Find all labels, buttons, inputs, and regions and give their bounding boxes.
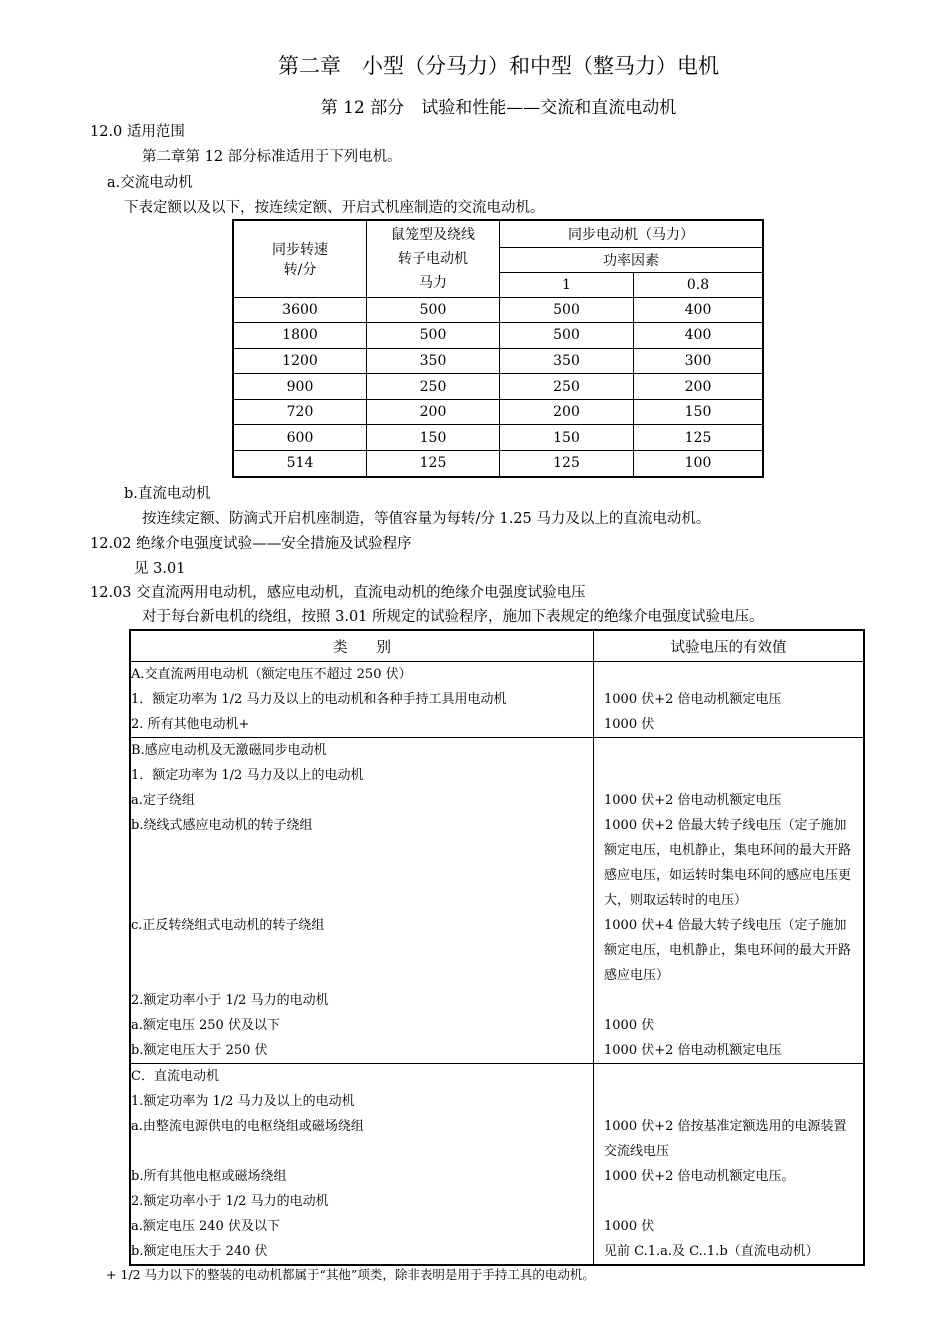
section-b-title: B.感应电动机及无激磁同步电动机 bbox=[130, 738, 594, 764]
section-12-02-heading: 12.02 绝缘介电强度试验——安全措施及试验程序 bbox=[90, 536, 412, 552]
section-a-title: A.交直流两用电动机（额定电压不超过 250 伏） bbox=[130, 662, 594, 688]
chapter-title: 第二章 小型（分马力）和中型（整马力）电机 bbox=[278, 54, 719, 78]
table-row: 2.额定功率小于 1/2 马力的电动机 bbox=[130, 1189, 864, 1214]
table-row: 900 250 250 200 bbox=[233, 374, 763, 400]
dc-motor-heading: b.直流电动机 bbox=[124, 486, 211, 502]
table-row: b.额定电压大于 250 伏 1000 伏+2 倍电动机额定电压 bbox=[130, 1038, 864, 1064]
table-row: 1800 500 500 400 bbox=[233, 323, 763, 349]
pf-1-header: 1 bbox=[500, 272, 634, 297]
ac-motor-text: 下表定额以及以下，按连续定额、开启式机座制造的交流电动机。 bbox=[124, 200, 545, 216]
table-row: 600 150 150 125 bbox=[233, 425, 763, 451]
table-row: b.所有其他电枢或磁场绕组 1000 伏+2 倍电动机额定电压。 bbox=[130, 1164, 864, 1189]
induction-header: 鼠笼型及绕线 转子电动机 马力 bbox=[367, 220, 500, 297]
pf-08-header: 0.8 bbox=[634, 272, 764, 297]
ac-motor-rating-table bbox=[232, 219, 764, 478]
section-12-02-text: 见 3.01 bbox=[134, 561, 186, 577]
table-row: 720 200 200 150 bbox=[233, 399, 763, 425]
ac-motor-heading: a.交流电动机 bbox=[107, 175, 193, 191]
table-row: 1．额定功率为 1/2 马力及以上的电动机 bbox=[130, 763, 864, 788]
table-row: a.额定电压 250 伏及以下 1000 伏 bbox=[130, 1013, 864, 1038]
table-row: a.额定电压 240 伏及以下 1000 伏 bbox=[130, 1214, 864, 1239]
section-12-03-text: 对于每台新电机的绕组，按照 3.01 所规定的试验程序，施加下表规定的绝缘介电强度试验电压。 bbox=[142, 609, 764, 625]
table-row: 2. 所有其他电动机+ 1000 伏 bbox=[130, 712, 864, 738]
section-12-03-heading: 12.03 交直流两用电动机，感应电动机，直流电动机的绝缘介电强度试验电压 bbox=[90, 585, 586, 601]
table-row: b.额定电压大于 240 伏 见前 C.1.a.及 C..1.b（直流电动机） bbox=[130, 1239, 864, 1265]
section-c-title: C．直流电动机 bbox=[130, 1064, 594, 1090]
sync-motor-header: 同步电动机（马力） bbox=[500, 220, 764, 247]
table-row: c.正反转绕组式电动机的转子绕组 1000 伏+4 倍最大转子线电压（定子施加额定电压，电机静止，集电环间的最大开路感应电压） bbox=[130, 913, 864, 988]
section-12-0-text: 第二章第 12 部分标准适用于下列电机。 bbox=[142, 149, 402, 165]
table-row: b.绕线式感应电动机的转子绕组 1000 伏+2 倍最大转子线电压（定子施加额定电压，电机静止，集电环间的最大开路感应电压，如运转时集电环间的感应电压更大，则取运转时的电压） bbox=[130, 813, 864, 913]
category-header: 类 别 bbox=[130, 630, 594, 662]
table-row: 3600 500 500 400 bbox=[233, 297, 763, 323]
part-subtitle: 第 12 部分 试验和性能——交流和直流电动机 bbox=[320, 98, 677, 118]
speed-header: 同步转速 转/分 bbox=[233, 220, 367, 297]
table-row: a.由整流电源供电的电枢绕组或磁场绕组 1000 伏+2 倍按基准定额选用的电源装置交流线电压 bbox=[130, 1114, 864, 1164]
dielectric-test-voltage-table bbox=[129, 629, 865, 1266]
table-row: 1.额定功率为 1/2 马力及以上的电动机 bbox=[130, 1089, 864, 1114]
table-row: 1200 350 350 300 bbox=[233, 348, 763, 374]
table-row: 1．额定功率为 1/2 马力及以上的电动机和各种手持工具用电动机 1000 伏+2 倍电动机额定电压 bbox=[130, 687, 864, 712]
table-row: 514 125 125 100 bbox=[233, 451, 763, 477]
voltage-header: 试验电压的有效值 bbox=[594, 630, 865, 662]
table-row: 2.额定功率小于 1/2 马力的电动机 bbox=[130, 988, 864, 1013]
dc-motor-text: 按连续定额、防滴式开启机座制造，等值容量为每转/分 1.25 马力及以上的直流电动机。 bbox=[142, 511, 711, 527]
power-factor-header: 功率因素 bbox=[500, 247, 764, 272]
footnote: + 1/2 马力以下的整装的电动机都属于“其他”项类，除非表明是用于手持工具的电动机。 bbox=[106, 1267, 595, 1282]
table-row: a.定子绕组 1000 伏+2 倍电动机额定电压 bbox=[130, 788, 864, 813]
section-12-0-heading: 12.0 适用范围 bbox=[90, 124, 185, 140]
